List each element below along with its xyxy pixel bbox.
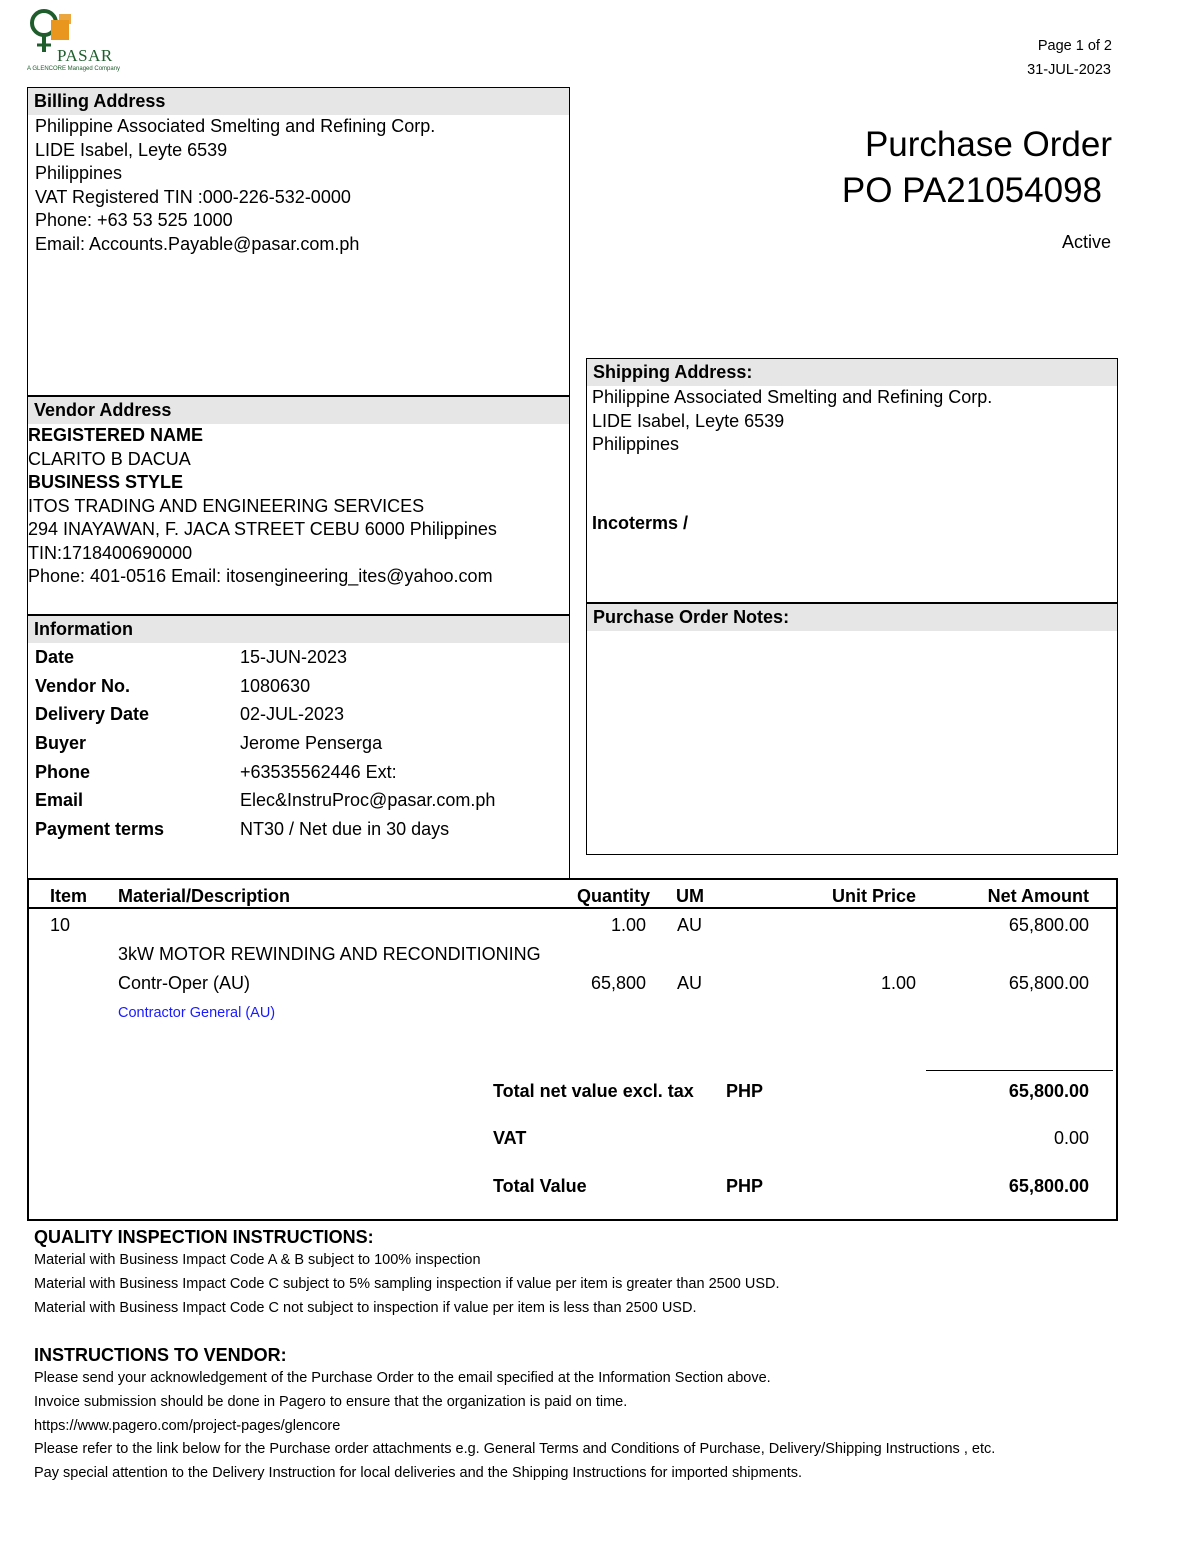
billing-line: Email: Accounts.Payable@pasar.com.ph bbox=[35, 233, 360, 254]
business-style-label: BUSINESS STYLE bbox=[28, 472, 184, 492]
info-value: 02-JUL-2023 bbox=[240, 704, 345, 725]
info-label: Vendor No. bbox=[35, 675, 131, 696]
logo-tagline: A GLENCORE Managed Company bbox=[27, 66, 121, 72]
item-quantity: 1.00 bbox=[610, 915, 646, 935]
information-section bbox=[27, 615, 570, 879]
info-label: Buyer bbox=[35, 733, 87, 754]
totals-divider bbox=[926, 1070, 1113, 1071]
header-unit-price: Unit Price bbox=[831, 886, 916, 906]
total-value-currency: PHP bbox=[726, 1176, 764, 1196]
sub-category: Contractor General (AU) bbox=[118, 1005, 276, 1021]
po-number: PO PA21054098 bbox=[841, 171, 1102, 210]
header-item: Item bbox=[50, 886, 88, 906]
vendor-instructions-section bbox=[34, 1343, 995, 1486]
info-value: NT30 / Net due in 30 days bbox=[240, 819, 450, 840]
vendor-street-address: 294 INAYAWAN, F. JACA STREET CEBU 6000 Philippines bbox=[28, 519, 497, 539]
total-net-value: 65,800.00 bbox=[1008, 1081, 1089, 1101]
print-date: 31-JUL-2023 bbox=[1027, 62, 1111, 78]
vendor-tin: TIN:1718400690000 bbox=[28, 542, 193, 563]
header-net-amount: Net Amount bbox=[987, 886, 1089, 906]
info-row-phone bbox=[28, 758, 569, 787]
info-value: Jerome Penserga bbox=[240, 733, 383, 754]
info-label: Phone bbox=[35, 761, 91, 782]
vendor-address-lines bbox=[28, 424, 569, 589]
info-label: Delivery Date bbox=[35, 704, 150, 725]
header-um: UM bbox=[676, 886, 704, 906]
info-label: Email bbox=[35, 790, 84, 811]
purchase-order-notes-section bbox=[586, 603, 1118, 855]
quality-inspection-section bbox=[34, 1225, 780, 1320]
quality-line: Material with Business Impact Code C subject to 5% sampling inspection if value per item is greater than 2500 USD. bbox=[34, 1275, 780, 1292]
sub-net-amount: 65,800.00 bbox=[1008, 973, 1089, 993]
quality-title: QUALITY INSPECTION INSTRUCTIONS: bbox=[34, 1227, 374, 1247]
billing-line: VAT Registered TIN :000-226-532-0000 bbox=[35, 186, 351, 207]
info-row-payment-terms bbox=[28, 815, 569, 844]
po-status: Active bbox=[1061, 232, 1111, 252]
info-row-buyer bbox=[28, 729, 569, 758]
sub-unit-price: 1.00 bbox=[880, 973, 916, 993]
shipping-line: Philippine Associated Smelting and Refining Corp. bbox=[592, 387, 993, 407]
info-value: 1080630 bbox=[240, 675, 311, 696]
notes-title: Purchase Order Notes: bbox=[587, 604, 1117, 631]
information-title: Information bbox=[28, 616, 569, 643]
info-value: 15-JUN-2023 bbox=[240, 647, 348, 667]
shipping-address-title: Shipping Address: bbox=[587, 359, 1117, 386]
incoterms: Incoterms / bbox=[592, 513, 689, 533]
vendor-address-title: Vendor Address bbox=[28, 397, 569, 424]
vat-label: VAT bbox=[493, 1128, 527, 1148]
info-value: Elec&InstruProc@pasar.com.ph bbox=[240, 790, 496, 811]
info-label: Date bbox=[35, 647, 75, 667]
table-header bbox=[29, 880, 1116, 909]
header-description: Material/Description bbox=[118, 886, 291, 906]
info-label: Payment terms bbox=[35, 819, 165, 840]
instruction-line: Please refer to the link below for the Purchase order attachments e.g. General Terms and Conditions of Purchase, Delivery/Shipping Instructions , etc. bbox=[34, 1441, 996, 1458]
pagero-link[interactable]: https://www.pagero.com/project-pages/glencore bbox=[34, 1417, 341, 1434]
document-title: Purchase Order bbox=[864, 125, 1112, 164]
item-um: AU bbox=[677, 915, 703, 935]
registered-name-label: REGISTERED NAME bbox=[28, 425, 204, 445]
page-number: Page 1 of 2 bbox=[1037, 38, 1112, 54]
total-net-label: Total net value excl. tax bbox=[493, 1081, 694, 1101]
shipping-address-section bbox=[586, 358, 1118, 603]
vendor-instructions-title: INSTRUCTIONS TO VENDOR: bbox=[34, 1345, 287, 1365]
vendor-contact: Phone: 401-0516 Email: itosengineering_ites@yahoo.com bbox=[28, 566, 493, 586]
shipping-line: Philippines bbox=[592, 434, 680, 454]
info-row-delivery-date bbox=[28, 700, 569, 729]
total-net-currency: PHP bbox=[726, 1081, 764, 1101]
quality-line: Material with Business Impact Code A & B subject to 100% inspection bbox=[34, 1252, 481, 1268]
vendor-address-section bbox=[27, 396, 570, 615]
info-value: +63535562446 Ext: bbox=[240, 761, 397, 782]
business-name: ITOS TRADING AND ENGINEERING SERVICES bbox=[28, 495, 425, 516]
billing-line: Philippine Associated Smelting and Refining Corp. bbox=[35, 116, 436, 136]
shipping-line: LIDE Isabel, Leyte 6539 bbox=[592, 410, 785, 431]
sub-quantity: 65,800 bbox=[590, 973, 646, 993]
item-number: 10 bbox=[50, 915, 71, 935]
company-logo bbox=[27, 6, 137, 78]
billing-address-section bbox=[27, 87, 570, 396]
item-net-amount: 65,800.00 bbox=[1008, 915, 1089, 935]
info-row-vendor-no bbox=[28, 672, 569, 701]
total-value: 65,800.00 bbox=[1008, 1176, 1089, 1196]
sub-description: Contr-Oper (AU) bbox=[118, 973, 251, 993]
logo-brand-text: PASAR bbox=[57, 46, 113, 65]
billing-address-lines bbox=[28, 115, 569, 256]
quality-line: Material with Business Impact Code C not subject to inspection if value per item is less than 2500 USD. bbox=[34, 1299, 697, 1316]
instruction-line: Invoice submission should be done in Pagero to ensure that the organization is paid on time. bbox=[34, 1393, 628, 1410]
info-row-date bbox=[28, 643, 569, 672]
billing-line: Philippines bbox=[35, 163, 123, 183]
billing-address-title: Billing Address bbox=[28, 88, 569, 115]
billing-line: Phone: +63 53 525 1000 bbox=[35, 210, 233, 230]
header-quantity: Quantity bbox=[576, 886, 650, 906]
instruction-line: Pay special attention to the Delivery Instruction for local deliveries and the Shipping Instructions for imported shipments. bbox=[34, 1465, 803, 1482]
registered-name: CLARITO B DACUA bbox=[28, 448, 191, 469]
info-row-email bbox=[28, 786, 569, 815]
shipping-address-lines bbox=[587, 386, 1117, 457]
vat-value: 0.00 bbox=[1053, 1128, 1089, 1148]
item-description: 3kW MOTOR REWINDING AND RECONDITIONING bbox=[118, 944, 541, 964]
instruction-line: Please send your acknowledgement of the Purchase Order to the email specified at the Information Section above. bbox=[34, 1370, 771, 1386]
line-items-table bbox=[27, 878, 1118, 1221]
total-value-label: Total Value bbox=[493, 1176, 587, 1196]
sub-um: AU bbox=[677, 973, 703, 993]
billing-line: LIDE Isabel, Leyte 6539 bbox=[35, 139, 228, 160]
